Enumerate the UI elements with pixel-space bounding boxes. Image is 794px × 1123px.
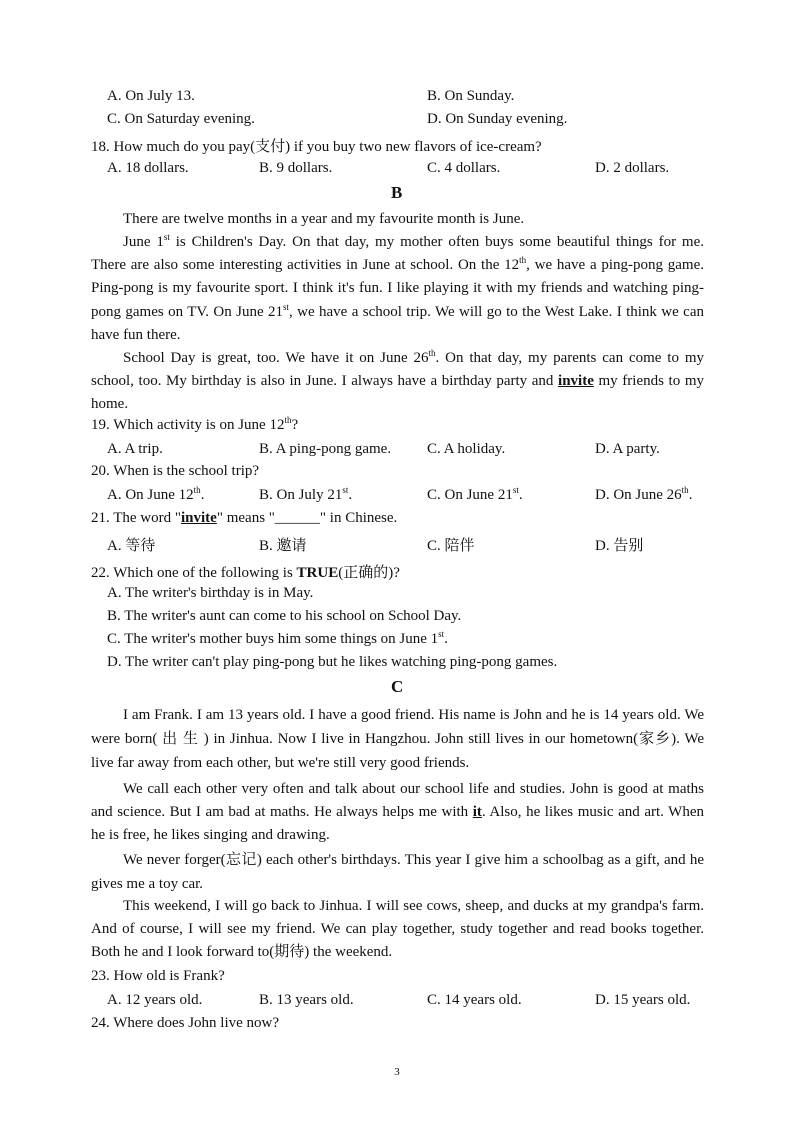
q23-question: 23. How old is Frank? [91, 968, 225, 984]
q24-question: 24. Where does John live now? [91, 1015, 280, 1031]
key-word-it: it [472, 804, 482, 821]
superscript: th [519, 255, 527, 266]
q21-question [91, 510, 397, 527]
text-span: C. On June 21 [427, 487, 513, 503]
q23-option-b: B. 13 years old. [259, 992, 354, 1008]
q19-question [91, 417, 298, 434]
q19-option-d: D. A party. [595, 441, 660, 457]
q17-option-a: A. On July 13. [107, 88, 195, 104]
q18-option-a: A. 18 dollars. [107, 160, 189, 176]
q19-option-b: B. A ping-pong game. [259, 441, 392, 457]
text-span: June 1 [123, 234, 164, 250]
q23-option-d: D. 15 years old. [595, 992, 691, 1008]
text-span: D. On June 26 [595, 487, 682, 503]
superscript: th [681, 485, 689, 495]
superscript: th [193, 485, 201, 495]
superscript: st [283, 301, 290, 312]
key-word-invite: invite [558, 373, 594, 390]
q20-option-b [259, 487, 352, 504]
text-span: " means " [216, 510, 275, 526]
section-c-heading: C [391, 677, 404, 696]
q21-option-b: B. 邀请 [259, 538, 307, 554]
page-number: 3 [394, 1066, 400, 1078]
superscript: th [428, 348, 436, 358]
text-span: . Also, he likes music and art. When he is free, he likes singing and drawing. [91, 804, 704, 844]
key-word-invite: invite [181, 510, 217, 526]
q22-option-a: A. The writer's birthday is in May. [107, 585, 314, 601]
section-c-paragraph-4: This weekend, I will go back to Jinhua. I will see cows, sheep, and ducks at my grandpa's farm. And of course, I will see my friend. We can play together, study together and read books together. Both he and I look forward to(期待) the weekend. [91, 898, 704, 961]
section-b-paragraph-2 [91, 231, 704, 347]
text-span: ? [291, 417, 299, 433]
section-c-paragraph-1: I am Frank. I am 13 years old. I have a good friend. His name is John and he is 14 years old. We were born( 出 生 ) in Jinhua. Now I live in Hangzhou. John still lives in our hometown(家乡). We live far away from each other, but we're still very good friends. [91, 707, 704, 771]
superscript: st [163, 232, 170, 242]
q21-option-d: D. 告别 [595, 538, 644, 554]
q18-option-d: D. 2 dollars. [595, 160, 670, 176]
section-c-paragraph-2 [91, 778, 704, 848]
q21-option-a: A. 等待 [107, 538, 156, 554]
section-c-paragraph-3: We never forger(忘记) each other's birthdays. This year I give him a schoolbag as a gift, and he gives me a toy car. [91, 852, 704, 892]
text-span: is Children's Day. On that day, my mother often buys some beautiful things for me. There are also some interesting activities in June at school. On the 12 [91, 234, 705, 274]
q17-option-c: C. On Saturday evening. [107, 111, 255, 127]
text-span: . On that day, my parents can come to my school, too. My birthday is also in June. I always have a birthday party and [91, 350, 705, 390]
q20-question: 20. When is the school trip? [91, 463, 260, 479]
q19-option-a: A. A trip. [107, 441, 163, 457]
answer-blank: ______ [274, 510, 320, 526]
q22-question [91, 561, 400, 582]
text-span: B. On July 21 [259, 487, 343, 503]
text-span: (正确的)? [338, 565, 400, 581]
text-span: We call each other very often and talk about our school life and studies. John is good at maths and science. But I am bad at maths. He always helps me with [91, 781, 704, 821]
q22-option-b: B. The writer's aunt can come to his school on School Day. [107, 608, 462, 624]
text-span: . [444, 631, 448, 647]
superscript: st [342, 485, 349, 495]
q19-option-c: C. A holiday. [427, 441, 506, 457]
text-span: 21. The word " [91, 510, 181, 526]
text-span: . [348, 487, 353, 503]
text-span: " in Chinese. [319, 510, 398, 526]
text-span: . [200, 487, 205, 503]
emphasis-true: TRUE [296, 565, 339, 581]
superscript: st [512, 485, 519, 495]
q18-option-b: B. 9 dollars. [259, 160, 333, 176]
section-b-paragraph-3 [91, 347, 704, 417]
q18-question: 18. How much do you pay(支付) if you buy two new flavors of ice-cream? [91, 139, 542, 155]
text-span: 19. Which activity is on June 12 [91, 417, 285, 433]
text-span: my friends to my home. [91, 373, 705, 413]
q23-option-c: C. 14 years old. [427, 992, 522, 1008]
section-b-heading: B [391, 183, 403, 202]
text-span: , we have a ping-pong game. Ping-pong is my favourite sport. I think it's fun. I like playing it with my friends and watching ping-pong games on TV. On June 21 [91, 257, 704, 320]
text-span: . [518, 487, 523, 503]
text-span: . [688, 487, 693, 503]
q18-option-c: C. 4 dollars. [427, 160, 501, 176]
q21-option-c: C. 陪伴 [427, 538, 475, 554]
q17-option-b: B. On Sunday. [427, 88, 515, 104]
text-span: , we have a school trip. We will go to the West Lake. I think we can have fun there. [91, 303, 704, 343]
section-b-paragraph-1: There are twelve months in a year and my favourite month is June. [123, 211, 525, 227]
q23-option-a: A. 12 years old. [107, 992, 203, 1008]
text-span: 22. Which one of the following is [91, 565, 297, 581]
text-span: A. On June 12 [107, 487, 194, 503]
text-span: C. The writer's mother buys him some things on June 1 [107, 631, 439, 647]
superscript: th [284, 415, 292, 425]
q22-option-c [107, 631, 448, 648]
q20-option-c [427, 487, 523, 504]
q22-option-d: D. The writer can't play ping-pong but he likes watching ping-pong games. [107, 654, 558, 670]
superscript: st [438, 629, 445, 639]
text-span: School Day is great, too. We have it on June 26 [123, 350, 429, 366]
q20-option-d [595, 487, 692, 504]
q20-option-a [107, 487, 204, 504]
q17-option-d: D. On Sunday evening. [427, 111, 568, 127]
